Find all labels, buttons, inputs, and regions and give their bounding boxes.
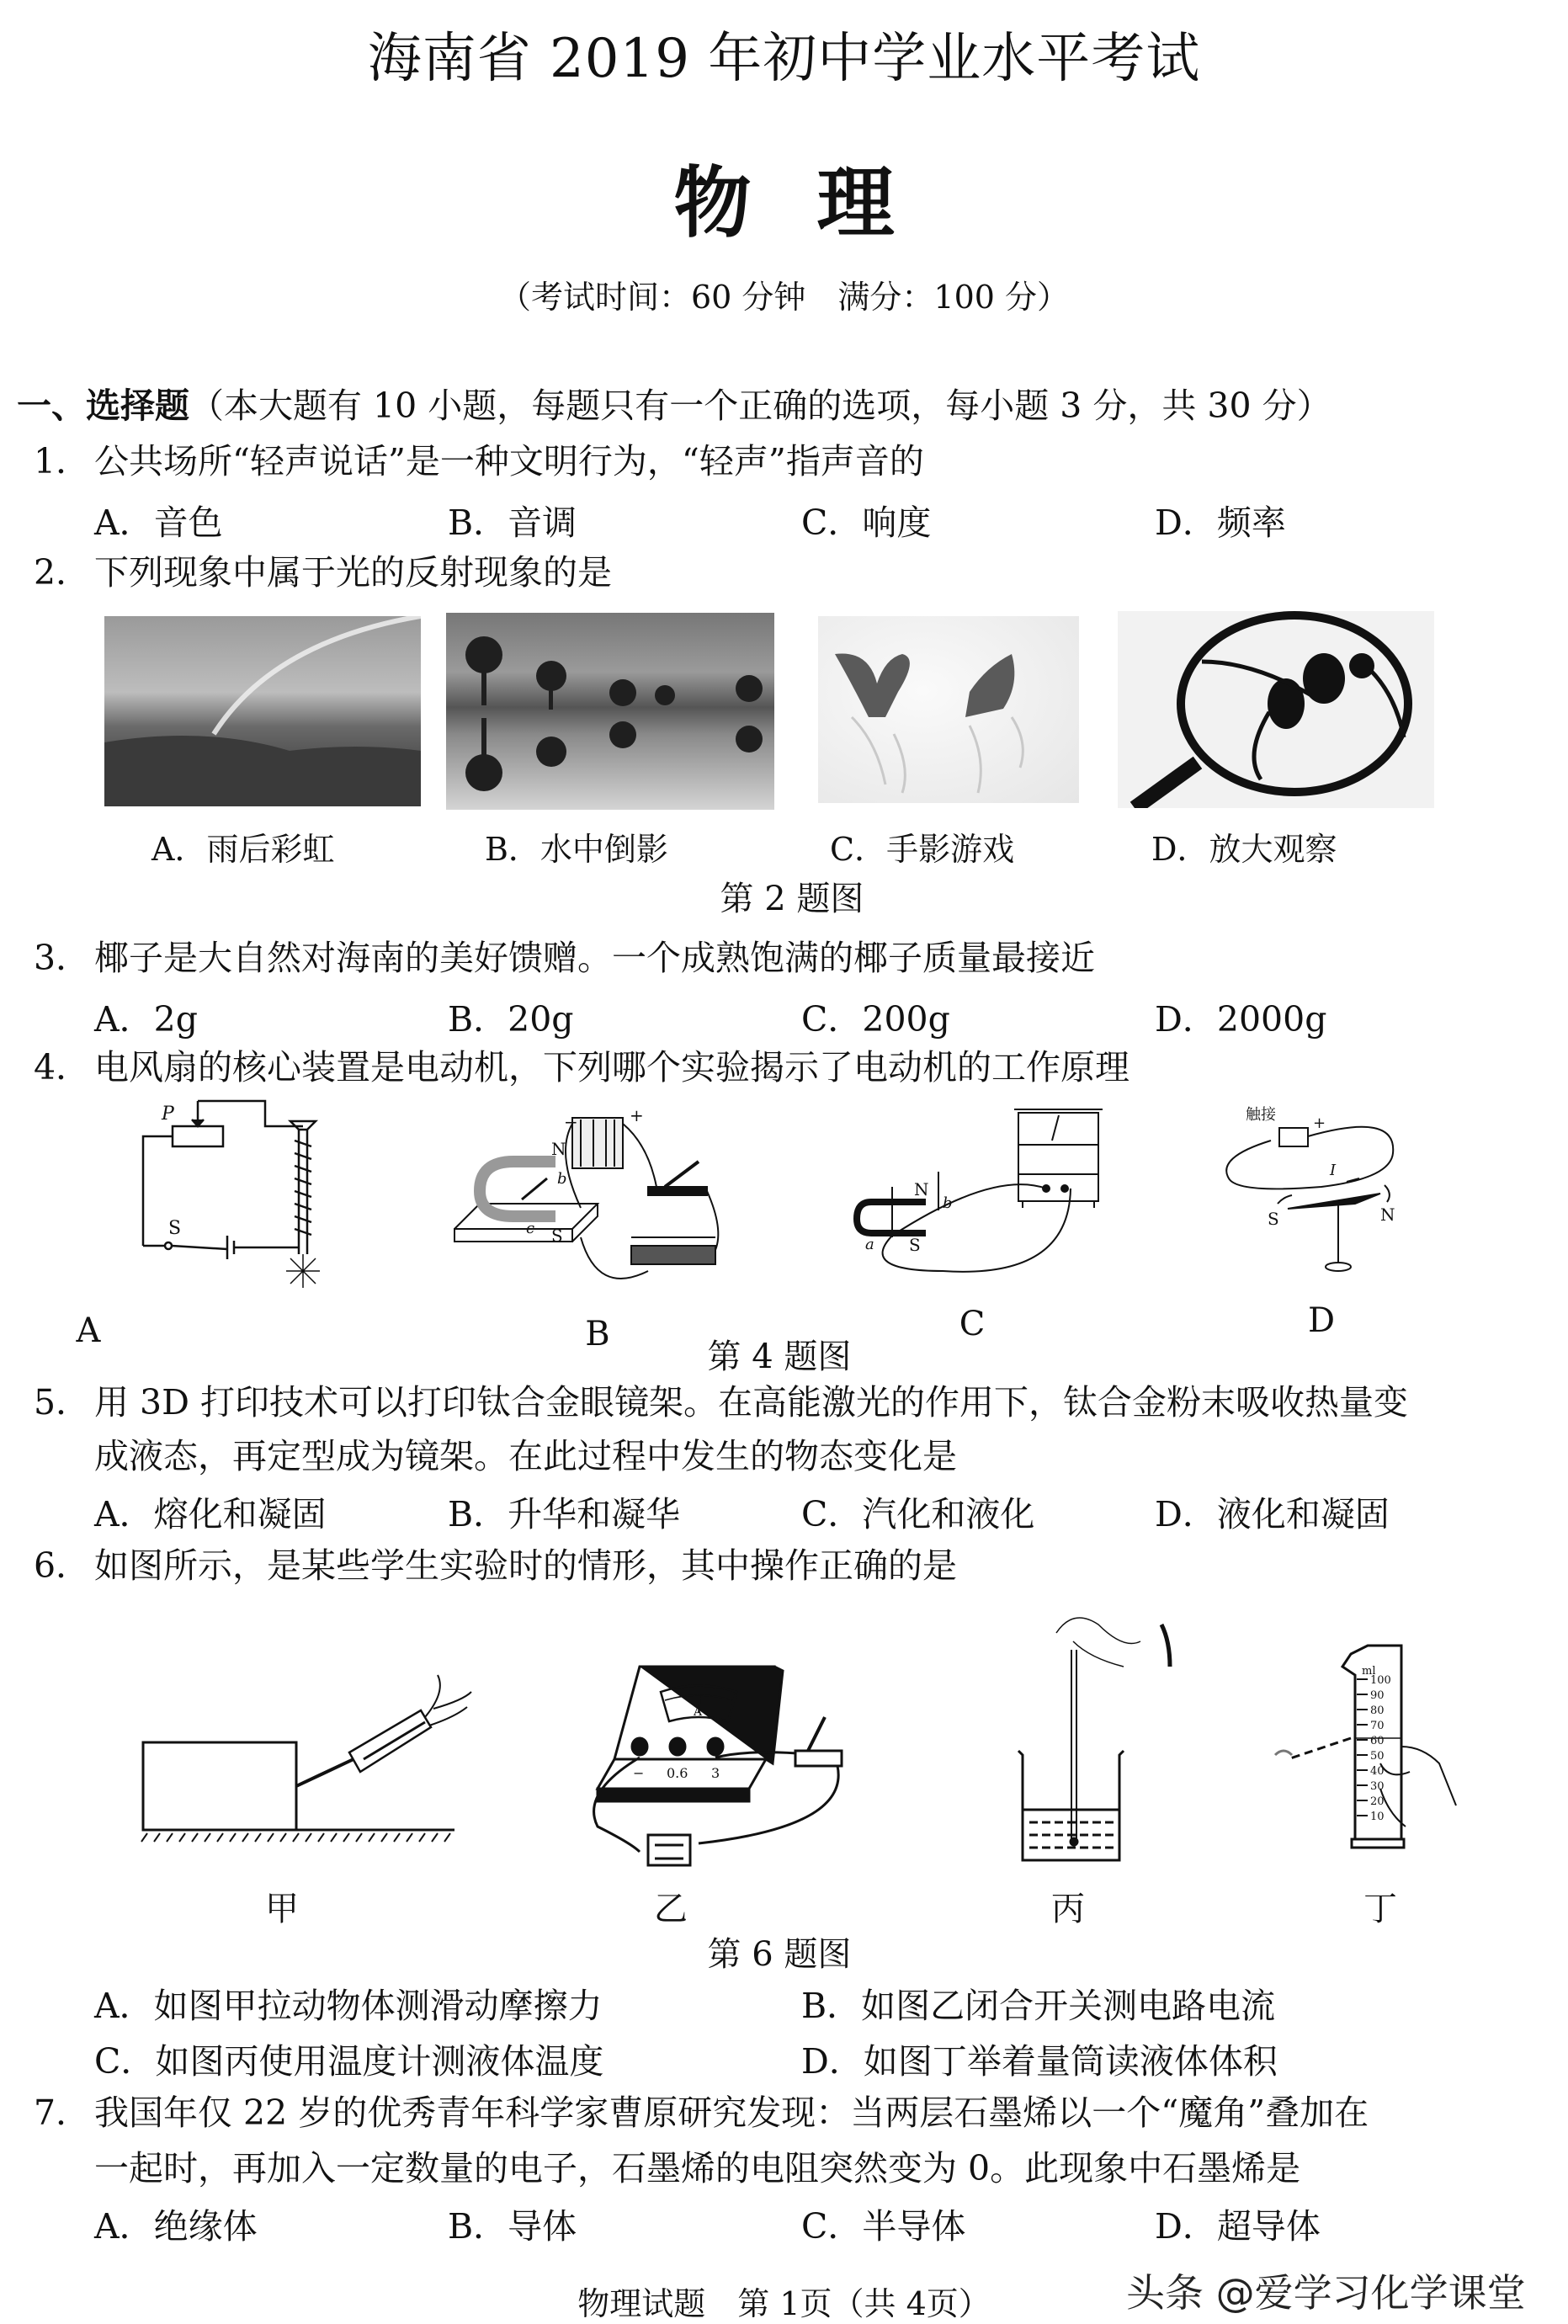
spring-scale-friction-diagram bbox=[135, 1675, 522, 1852]
tick-80: 80 bbox=[1370, 1704, 1385, 1717]
label-minus: − bbox=[564, 1112, 578, 1132]
q7-option-d: D．超导体 bbox=[1155, 2206, 1321, 2247]
tick-30: 30 bbox=[1370, 1780, 1385, 1793]
section-note: （本大题有 10 小题，每题只有一个正确的选项，每小题 3 分，共 30 分） bbox=[189, 386, 1331, 426]
label-current: I bbox=[1330, 1162, 1337, 1179]
thermometer-beaker-diagram bbox=[1006, 1599, 1199, 1869]
label-n: N bbox=[914, 1179, 929, 1199]
q4-label-d: D bbox=[1307, 1301, 1336, 1340]
label-p: P bbox=[162, 1104, 174, 1125]
label-ml: ml bbox=[1362, 1665, 1376, 1678]
label-c: c bbox=[526, 1220, 535, 1237]
q6-option-a: A．如图甲拉动物体测滑动摩擦力 bbox=[94, 1986, 603, 2026]
question-2-text: 下列现象中属于光的反射现象的是 bbox=[94, 552, 612, 593]
label-n: N bbox=[1380, 1205, 1395, 1225]
label-b: b bbox=[943, 1194, 953, 1212]
q4-label-b: B bbox=[585, 1315, 610, 1353]
q2-figure-title: 第 2 题图 bbox=[720, 880, 864, 918]
q1-option-b: B．音调 bbox=[448, 503, 577, 543]
exam-title: 海南省 2019 年初中学业水平考试 bbox=[367, 28, 1201, 90]
q2-caption-c: C．手影游戏 bbox=[830, 831, 1015, 868]
tick-70: 70 bbox=[1370, 1720, 1385, 1732]
q6-label-yi: 乙 bbox=[654, 1890, 688, 1928]
q4-label-a: A bbox=[76, 1311, 101, 1350]
label-plus: + bbox=[1313, 1114, 1326, 1132]
q5-option-c: C．汽化和液化 bbox=[801, 1494, 1035, 1534]
page-footer: 物理试题 第 1页（共 4页） bbox=[577, 2285, 991, 2322]
question-5-text-line1: 用 3D 打印技术可以打印钛合金眼镜架。在高能激光的作用下，钛合金粉末吸收热量变 bbox=[94, 1382, 1409, 1423]
graduated-cylinder-diagram bbox=[1262, 1637, 1464, 1864]
q2-caption-a: A．雨后彩虹 bbox=[151, 831, 335, 868]
ammeter-circuit-diagram bbox=[581, 1650, 884, 1860]
q2-caption-d: D．放大观察 bbox=[1151, 831, 1337, 868]
rainbow-photo bbox=[104, 616, 421, 806]
subject-title: 物理 bbox=[673, 157, 960, 248]
q5-option-b: B．升华和凝华 bbox=[448, 1494, 681, 1534]
palm-trees-icon bbox=[446, 613, 774, 810]
q4-label-c: C bbox=[959, 1305, 986, 1343]
q7-option-b: B．导体 bbox=[448, 2206, 577, 2247]
section-title: 一、选择题 bbox=[17, 386, 189, 426]
label-s: S bbox=[1268, 1209, 1279, 1229]
label-plus: + bbox=[630, 1105, 644, 1125]
question-2-number: 2． bbox=[34, 552, 91, 593]
q1-option-d: D．频率 bbox=[1155, 503, 1286, 543]
q6-option-b: B．如图乙闭合开关测电路电流 bbox=[801, 1986, 1276, 2026]
q5-option-a: A．熔化和凝固 bbox=[94, 1494, 327, 1534]
q6-label-jia: 甲 bbox=[265, 1890, 299, 1928]
q7-option-a: A．绝缘体 bbox=[94, 2206, 258, 2247]
magnifier-photo bbox=[1118, 611, 1434, 808]
label-b: b bbox=[557, 1170, 567, 1188]
label-n: N bbox=[551, 1139, 566, 1159]
label-a: a bbox=[865, 1236, 874, 1253]
oersted-experiment-diagram bbox=[1212, 1094, 1414, 1279]
motor-principle-setup-diagram bbox=[446, 1103, 732, 1296]
tick-40: 40 bbox=[1370, 1765, 1385, 1778]
generator-galvanometer-diagram bbox=[842, 1094, 1111, 1288]
q4-figure-title: 第 4 题图 bbox=[707, 1337, 852, 1376]
q3-option-d: D．2000g bbox=[1155, 999, 1327, 1040]
question-1-number: 1． bbox=[34, 441, 91, 481]
q3-option-c: C．200g bbox=[801, 999, 950, 1040]
q3-option-a: A．2g bbox=[94, 999, 198, 1040]
question-5-number: 5． bbox=[34, 1382, 91, 1423]
q6-figure-title: 第 6 题图 bbox=[707, 1935, 852, 1974]
question-6-text: 如图所示，是某些学生实验时的情形，其中操作正确的是 bbox=[94, 1545, 957, 1586]
watermark: 头条 @爱学习化学课堂 bbox=[1126, 2270, 1526, 2316]
question-7-number: 7． bbox=[34, 2093, 91, 2133]
tick-10: 10 bbox=[1370, 1811, 1385, 1823]
question-4-text: 电风扇的核心装置是电动机，下列哪个实验揭示了电动机的工作原理 bbox=[94, 1047, 1129, 1088]
q1-option-a: A．音色 bbox=[94, 503, 223, 543]
electromagnet-circuit-diagram bbox=[135, 1094, 353, 1313]
question-5-text-line2: 成液态，再定型成为镜架。在此过程中发生的物态变化是 bbox=[94, 1436, 957, 1476]
question-3-number: 3． bbox=[34, 938, 91, 978]
rainbow-arc-icon bbox=[104, 616, 421, 806]
hand-shadow-photo bbox=[818, 616, 1079, 803]
label-s: S bbox=[168, 1218, 182, 1239]
tick-100: 100 bbox=[1370, 1674, 1391, 1687]
tick-50: 50 bbox=[1370, 1750, 1385, 1763]
q7-option-c: C．半导体 bbox=[801, 2206, 966, 2247]
tick-20: 20 bbox=[1370, 1795, 1385, 1808]
question-1-text: 公共场所“轻声说话”是一种文明行为，“轻声”指声音的 bbox=[94, 441, 924, 481]
q3-option-b: B．20g bbox=[448, 999, 574, 1040]
q6-option-d: D．如图丁举着量筒读液体体积 bbox=[801, 2041, 1278, 2082]
question-7-text-line1: 我国年仅 22 岁的优秀青年科学家曹原研究发现：当两层石墨烯以一个“魔角”叠加在 bbox=[94, 2093, 1369, 2133]
label-3: 3 bbox=[711, 1765, 720, 1781]
tick-90: 90 bbox=[1370, 1689, 1385, 1702]
q5-option-d: D．液化和凝固 bbox=[1155, 1494, 1390, 1534]
q6-label-bing: 丙 bbox=[1051, 1890, 1085, 1928]
section-heading bbox=[17, 380, 1331, 431]
label-ammeter-a: A bbox=[694, 1705, 703, 1719]
label-s: S bbox=[551, 1226, 563, 1246]
question-6-number: 6． bbox=[34, 1545, 91, 1586]
label-negative: − bbox=[633, 1765, 645, 1781]
q2-caption-b: B．水中倒影 bbox=[485, 831, 668, 868]
question-7-text-line2: 一起时，再加入一定数量的电子，石墨烯的电阻突然变为 0。此现象中石墨烯是 bbox=[94, 2148, 1301, 2188]
q6-label-ding: 丁 bbox=[1363, 1890, 1397, 1928]
label-s: S bbox=[909, 1235, 921, 1255]
q1-option-c: C．响度 bbox=[801, 503, 932, 543]
label-0-6: 0.6 bbox=[667, 1765, 688, 1781]
tick-60: 60 bbox=[1370, 1735, 1385, 1747]
q6-option-c: C．如图丙使用温度计测液体温度 bbox=[94, 2041, 604, 2082]
question-4-number: 4． bbox=[34, 1047, 91, 1088]
water-reflection-photo bbox=[446, 613, 774, 810]
hand-shadow-icon bbox=[818, 616, 1079, 803]
question-3-text: 椰子是大自然对海南的美好馈赠。一个成熟饱满的椰子质量最接近 bbox=[94, 938, 1095, 978]
exam-meta: （考试时间：60 分钟 满分：100 分） bbox=[498, 279, 1070, 316]
magnifying-glass-icon bbox=[1118, 611, 1434, 808]
label-touch: 触接 bbox=[1246, 1106, 1276, 1124]
